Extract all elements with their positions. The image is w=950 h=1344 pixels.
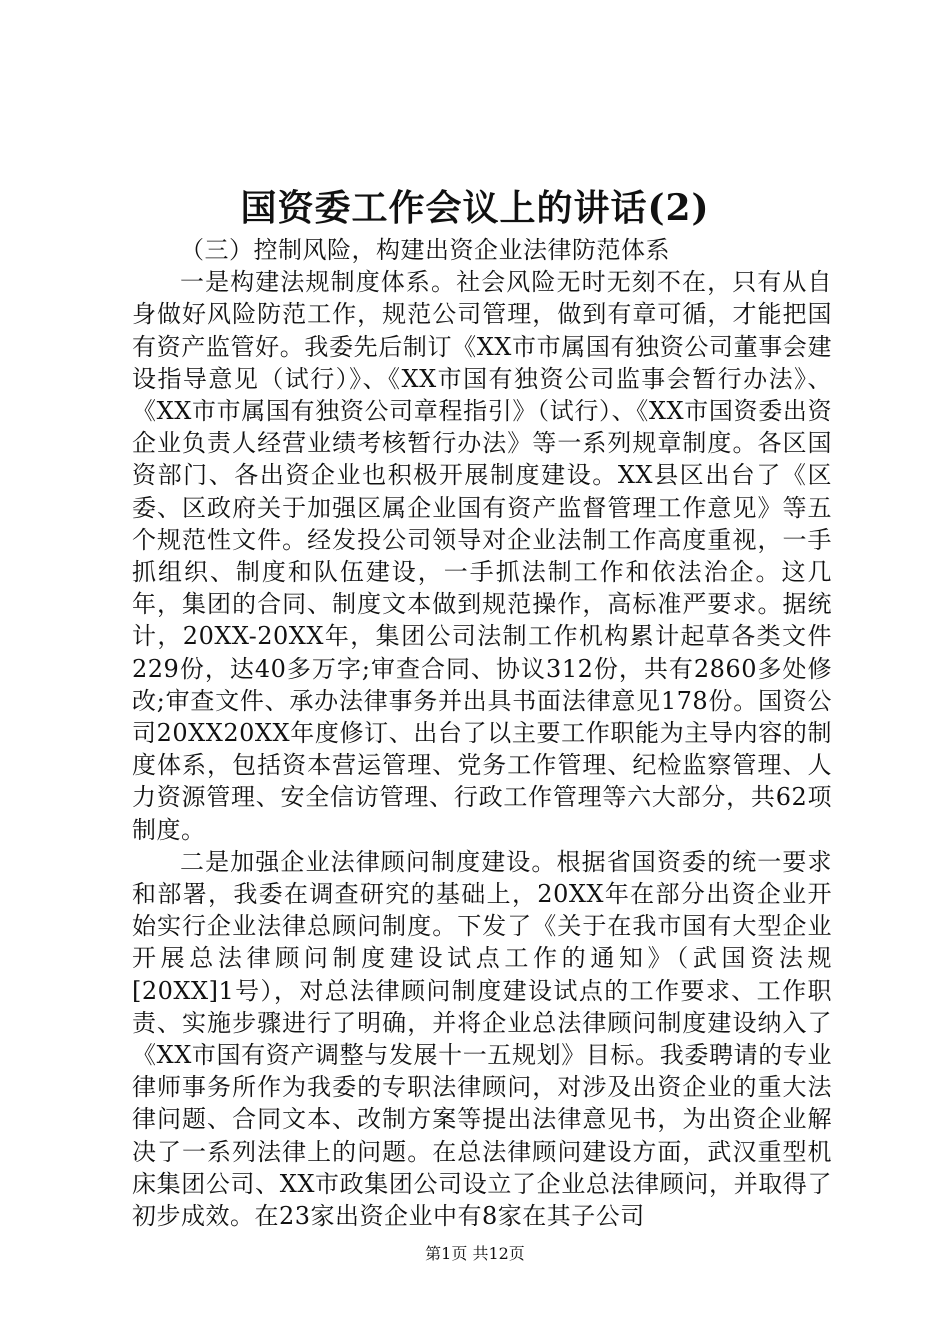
document-title: 国资委工作会议上的讲话(2)	[240, 187, 710, 229]
body-paragraph: 一是构建法规制度体系。社会风险无时无刻不在，只有从自身做好风险防范工作，规范公司管理，做到有章可循，才能把国有资产监管好。我委先后制订《XX市市属国有独资公司董事会建设指导意见（试行）》、《XX市国有独资公司监事会暂行办法》、《XX市市属国有独资公司章程指引》（试行）、《XX市国资委出资企业负责人经营业绩考核暂行办法》等一系列规章制度。各区国资部门、各出资企业也积极开展制度建设。XX县区出台了《区委、区政府关于加强区属企业国有资产监督管理工作意见》等五个规范性文件。经发投公司领导对企业法制工作高度重视，一手抓组织、制度和队伍建设，一手抓法制工作和依法治企。这几年，集团的合同、制度文本做到规范操作，高标准严要求。据统计，20XX-20XX年，集团公司法制工作机构累计起草各类文件229份，达40多万字;审查合同、协议312份，共有2860多处修改;审查文件、承办法律事务并出具书面法律意见178份。国资公司20XX20XX年度修订、出台了以主要工作职能为主导内容的制度体系，包括资本营运管理、党务工作管理、纪检监察管理、人力资源管理、安全信访管理、行政工作管理等六大部分，共62项制度。	[132, 268, 832, 844]
page-footer: 第1页 共12页	[425, 1244, 525, 1263]
body-paragraph: 二是加强企业法律顾问制度建设。根据省国资委的统一要求和部署，我委在调查研究的基础上，20XX年在部分出资企业开始实行企业法律总顾问制度。下发了《关于在我市国有大型企业开展总法律顾问制度建设试点工作的通知》（武国资法规[20XX]1号），对总法律顾问制度建设试点的工作要求、工作职责、实施步骤进行了明确，并将企业总法律顾问制度建设纳入了《XX市国有资产调整与发展十一五规划》目标。我委聘请的专业律师事务所作为我委的专职法律顾问，对涉及出资企业的重大法律问题、合同文本、改制方案等提出法律意见书，为出资企业解决了一系列法律上的问题。在总法律顾问建设方面，武汉重型机床集团公司、XX市政集团公司设立了企业总法律顾问，并取得了初步成效。在23家出资企业中有8家在其子公司	[132, 847, 832, 1231]
section-heading: （三）控制风险，构建出资企业法律防范体系	[180, 236, 670, 264]
document-body	[132, 234, 832, 1232]
